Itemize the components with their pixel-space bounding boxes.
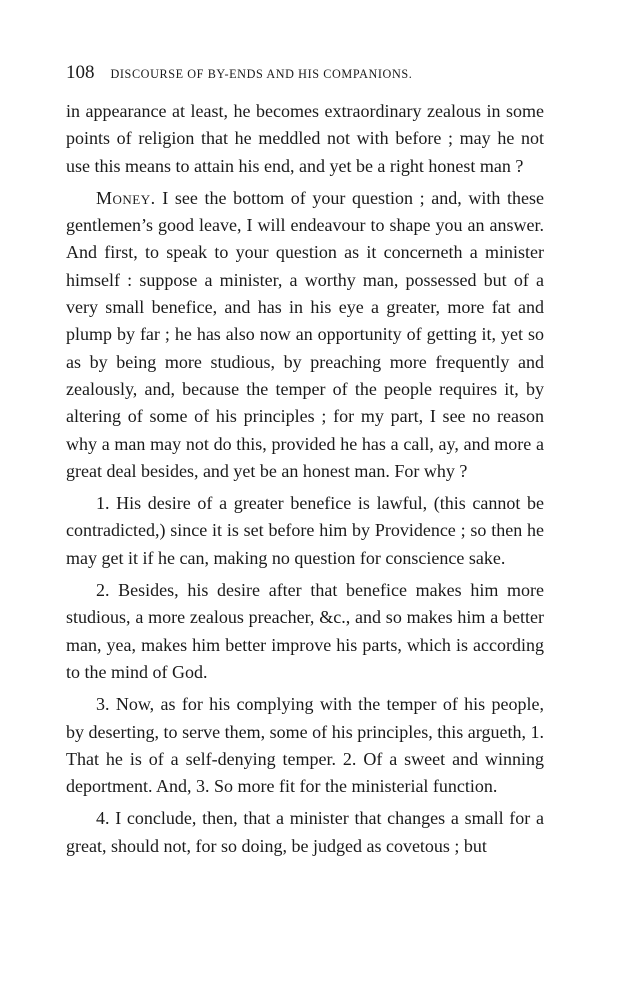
paragraph-2 — [66, 185, 544, 485]
speaker-name: Money. — [96, 187, 156, 208]
running-title: DISCOURSE OF BY-ENDS AND HIS COMPANIONS. — [110, 67, 413, 81]
paragraph-2-text: I see the bottom of your question ; and, with these gentlemen’s good leave, I will endeavour to shape you an answer. And first, to speak to your question as it concerneth a minister himself : suppose a minister, a worthy man, possessed but of a very small benefice, and has in his eye a greater, more fat and plump by far ; he has also now an opportunity of getting it, yet so as by being more studious, by preaching more frequently and zealously, and, because the temper of the people requires it, by altering of some of his principles ; for my part, I see no reason why a man may not do this, provided he has a call, ay, and more a great deal besides, and yet be an honest man. For why ? — [66, 187, 544, 481]
page-number: 108 — [66, 62, 95, 83]
book-page — [66, 62, 544, 860]
paragraph-6: 4. I conclude, then, that a minister that changes a small for a great, should not, for so doing, be judged as covetous ; but — [66, 808, 544, 856]
body-text — [66, 98, 544, 860]
running-head — [66, 62, 544, 90]
paragraph-3: 1. His desire of a greater benefice is lawful, (this cannot be contradicted,) since it is set before him by Providence ; so then he may get it if he can, making no question for conscience sake. — [66, 493, 544, 568]
paragraph-5: 3. Now, as for his complying with the temper of his people, by deserting, to serve them, some of his principles, this argueth, 1. That he is of a self-denying temper. 2. Of a sweet and winning deportment. And, 3. So more fit for the ministerial function. — [66, 694, 544, 797]
paragraph-1: in appearance at least, he becomes extraordinary zealous in some points of religion that he meddled not with before ; may he not use this means to attain his end, and yet be a right honest man ? — [66, 101, 544, 176]
paragraph-4: 2. Besides, his desire after that benefice makes him more studious, a more zealous preacher, &c., and so makes him a better man, yea, makes him better improve his parts, which is according to the mind of God. — [66, 580, 544, 682]
